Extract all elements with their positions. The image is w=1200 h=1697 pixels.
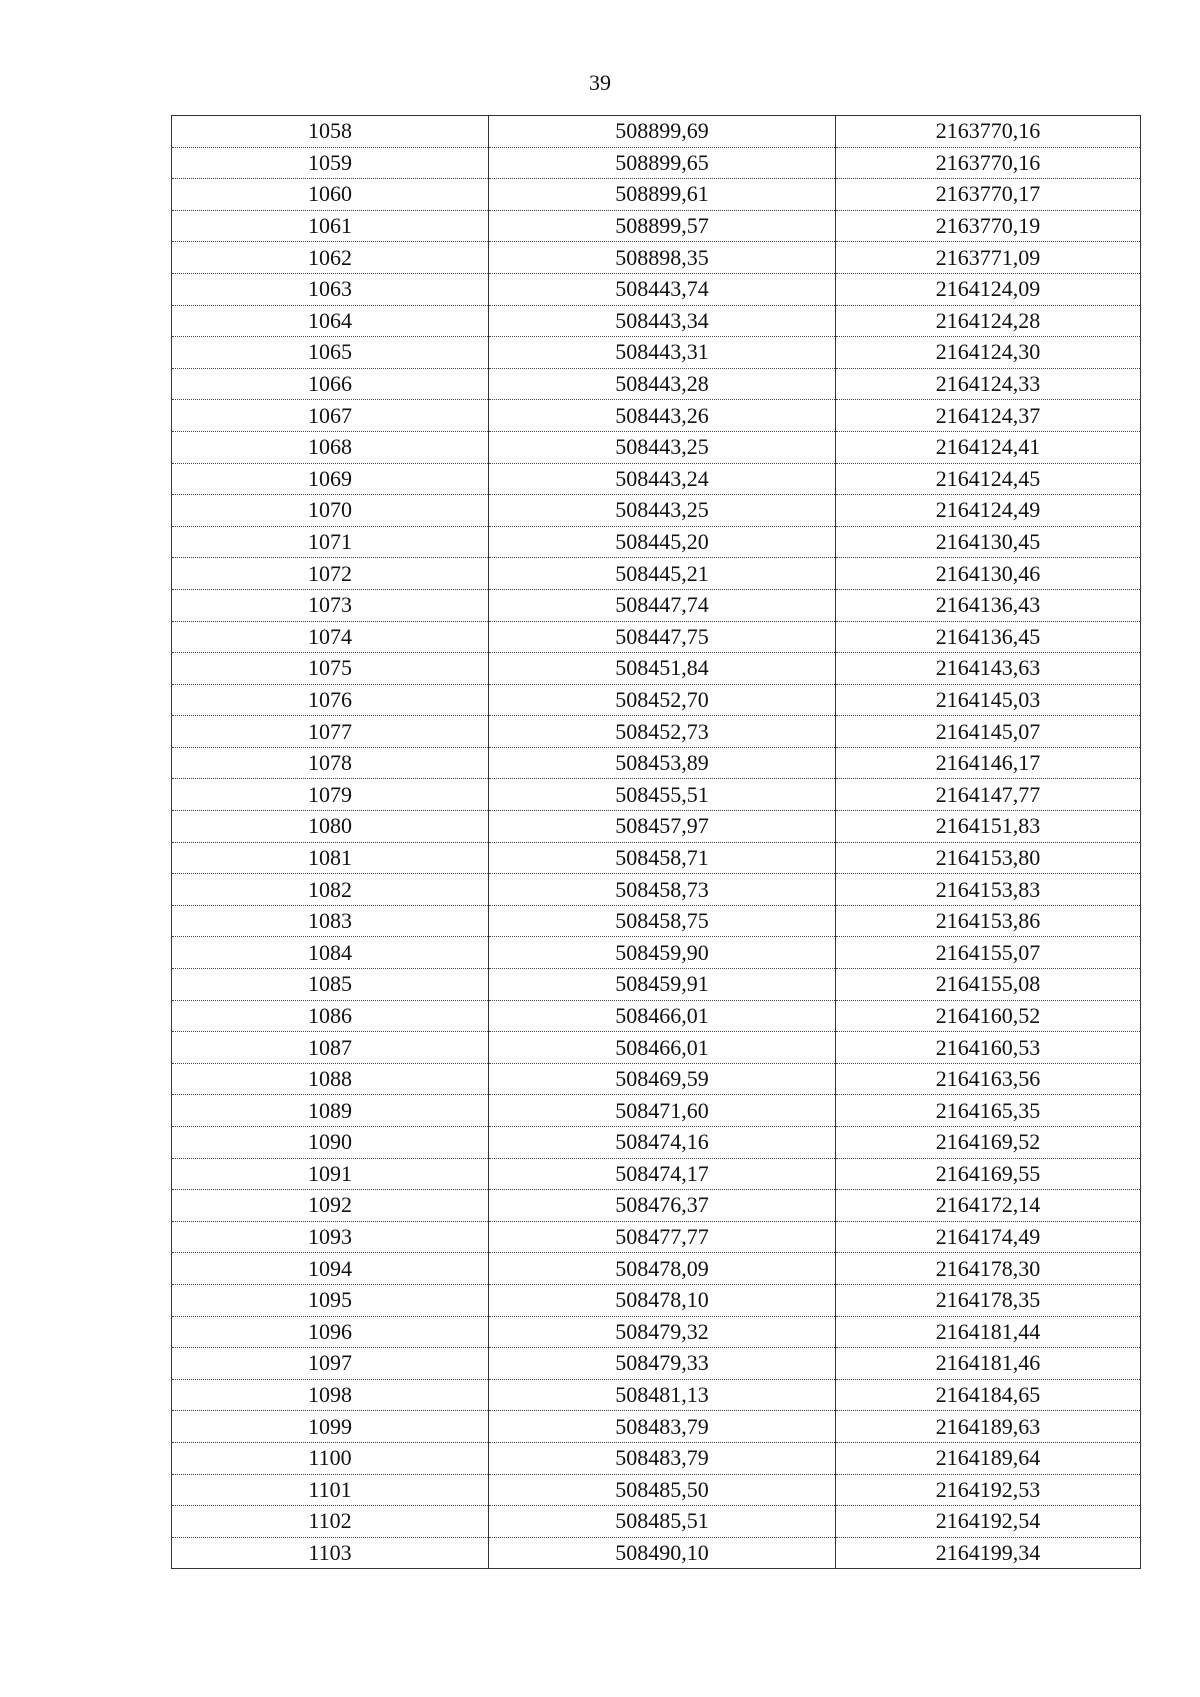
point-number-cell: 1089 — [172, 1095, 489, 1127]
point-number-cell: 1072 — [172, 558, 489, 590]
x-coordinate-cell: 508443,24 — [489, 463, 836, 495]
table-row — [172, 1158, 1141, 1190]
point-number-cell: 1060 — [172, 179, 489, 211]
point-number-cell: 1059 — [172, 147, 489, 179]
point-number-cell: 1062 — [172, 242, 489, 274]
table-row — [172, 937, 1141, 969]
x-coordinate-cell: 508485,51 — [489, 1506, 836, 1538]
x-coordinate-cell: 508483,79 — [489, 1442, 836, 1474]
x-coordinate-cell: 508478,10 — [489, 1284, 836, 1316]
y-coordinate-cell: 2164178,35 — [836, 1284, 1141, 1316]
point-number-cell: 1084 — [172, 937, 489, 969]
point-number-cell: 1099 — [172, 1411, 489, 1443]
point-number-cell: 1088 — [172, 1063, 489, 1095]
table-row — [172, 747, 1141, 779]
y-coordinate-cell: 2164181,44 — [836, 1316, 1141, 1348]
x-coordinate-cell: 508481,13 — [489, 1379, 836, 1411]
point-number-cell: 1102 — [172, 1506, 489, 1538]
y-coordinate-cell: 2164169,55 — [836, 1158, 1141, 1190]
x-coordinate-cell: 508899,57 — [489, 210, 836, 242]
point-number-cell: 1063 — [172, 273, 489, 305]
x-coordinate-cell: 508455,51 — [489, 779, 836, 811]
point-number-cell: 1094 — [172, 1253, 489, 1285]
point-number-cell: 1079 — [172, 779, 489, 811]
x-coordinate-cell: 508476,37 — [489, 1190, 836, 1222]
y-coordinate-cell: 2164155,07 — [836, 937, 1141, 969]
point-number-cell: 1073 — [172, 589, 489, 621]
table-row — [172, 589, 1141, 621]
y-coordinate-cell: 2164160,53 — [836, 1032, 1141, 1064]
table-row — [172, 463, 1141, 495]
point-number-cell: 1082 — [172, 874, 489, 906]
y-coordinate-cell: 2164124,33 — [836, 368, 1141, 400]
point-number-cell: 1080 — [172, 811, 489, 843]
point-number-cell: 1074 — [172, 621, 489, 653]
y-coordinate-cell: 2164124,30 — [836, 337, 1141, 369]
x-coordinate-cell: 508474,17 — [489, 1158, 836, 1190]
y-coordinate-cell: 2164192,53 — [836, 1474, 1141, 1506]
point-number-cell: 1066 — [172, 368, 489, 400]
point-number-cell: 1091 — [172, 1158, 489, 1190]
y-coordinate-cell: 2164124,41 — [836, 431, 1141, 463]
y-coordinate-cell: 2164147,77 — [836, 779, 1141, 811]
point-number-cell: 1095 — [172, 1284, 489, 1316]
y-coordinate-cell: 2163771,09 — [836, 242, 1141, 274]
point-number-cell: 1096 — [172, 1316, 489, 1348]
point-number-cell: 1090 — [172, 1127, 489, 1159]
x-coordinate-cell: 508443,26 — [489, 400, 836, 432]
coordinates-table-body — [172, 116, 1141, 1569]
x-coordinate-cell: 508445,20 — [489, 526, 836, 558]
point-number-cell: 1071 — [172, 526, 489, 558]
table-row — [172, 526, 1141, 558]
y-coordinate-cell: 2164124,28 — [836, 305, 1141, 337]
y-coordinate-cell: 2164124,49 — [836, 495, 1141, 527]
y-coordinate-cell: 2164181,46 — [836, 1348, 1141, 1380]
table-row — [172, 1537, 1141, 1569]
point-number-cell: 1081 — [172, 842, 489, 874]
x-coordinate-cell: 508459,91 — [489, 969, 836, 1001]
point-number-cell: 1083 — [172, 905, 489, 937]
y-coordinate-cell: 2164189,63 — [836, 1411, 1141, 1443]
table-row — [172, 1316, 1141, 1348]
x-coordinate-cell: 508898,35 — [489, 242, 836, 274]
table-row — [172, 1063, 1141, 1095]
table-row — [172, 1253, 1141, 1285]
point-number-cell: 1103 — [172, 1537, 489, 1569]
table-row — [172, 1127, 1141, 1159]
x-coordinate-cell: 508477,77 — [489, 1221, 836, 1253]
table-row — [172, 1348, 1141, 1380]
point-number-cell: 1078 — [172, 747, 489, 779]
table-row — [172, 147, 1141, 179]
table-row — [172, 905, 1141, 937]
table-row — [172, 779, 1141, 811]
x-coordinate-cell: 508479,32 — [489, 1316, 836, 1348]
x-coordinate-cell: 508443,34 — [489, 305, 836, 337]
table-row — [172, 1221, 1141, 1253]
y-coordinate-cell: 2164184,65 — [836, 1379, 1141, 1411]
y-coordinate-cell: 2164160,52 — [836, 1000, 1141, 1032]
x-coordinate-cell: 508457,97 — [489, 811, 836, 843]
x-coordinate-cell: 508458,73 — [489, 874, 836, 906]
point-number-cell: 1058 — [172, 116, 489, 148]
table-row — [172, 1442, 1141, 1474]
y-coordinate-cell: 2164153,80 — [836, 842, 1141, 874]
table-row — [172, 116, 1141, 148]
y-coordinate-cell: 2163770,16 — [836, 116, 1141, 148]
x-coordinate-cell: 508447,75 — [489, 621, 836, 653]
x-coordinate-cell: 508479,33 — [489, 1348, 836, 1380]
y-coordinate-cell: 2164151,83 — [836, 811, 1141, 843]
x-coordinate-cell: 508452,70 — [489, 684, 836, 716]
y-coordinate-cell: 2164153,83 — [836, 874, 1141, 906]
point-number-cell: 1075 — [172, 653, 489, 685]
point-number-cell: 1101 — [172, 1474, 489, 1506]
x-coordinate-cell: 508459,90 — [489, 937, 836, 969]
y-coordinate-cell: 2164146,17 — [836, 747, 1141, 779]
table-row — [172, 653, 1141, 685]
table-row — [172, 337, 1141, 369]
y-coordinate-cell: 2164124,45 — [836, 463, 1141, 495]
y-coordinate-cell: 2164145,03 — [836, 684, 1141, 716]
y-coordinate-cell: 2164130,46 — [836, 558, 1141, 590]
table-row — [172, 811, 1141, 843]
point-number-cell: 1061 — [172, 210, 489, 242]
table-row — [172, 874, 1141, 906]
x-coordinate-cell: 508478,09 — [489, 1253, 836, 1285]
x-coordinate-cell: 508466,01 — [489, 1032, 836, 1064]
x-coordinate-cell: 508471,60 — [489, 1095, 836, 1127]
x-coordinate-cell: 508466,01 — [489, 1000, 836, 1032]
x-coordinate-cell: 508458,75 — [489, 905, 836, 937]
x-coordinate-cell: 508453,89 — [489, 747, 836, 779]
y-coordinate-cell: 2164124,09 — [836, 273, 1141, 305]
table-row — [172, 969, 1141, 1001]
x-coordinate-cell: 508483,79 — [489, 1411, 836, 1443]
page-number: 39 — [589, 70, 611, 95]
x-coordinate-cell: 508451,84 — [489, 653, 836, 685]
y-coordinate-cell: 2163770,19 — [836, 210, 1141, 242]
table-row — [172, 1411, 1141, 1443]
x-coordinate-cell: 508445,21 — [489, 558, 836, 590]
y-coordinate-cell: 2164153,86 — [836, 905, 1141, 937]
point-number-cell: 1093 — [172, 1221, 489, 1253]
x-coordinate-cell: 508443,25 — [489, 431, 836, 463]
table-row — [172, 273, 1141, 305]
y-coordinate-cell: 2164169,52 — [836, 1127, 1141, 1159]
table-row — [172, 210, 1141, 242]
x-coordinate-cell: 508490,10 — [489, 1537, 836, 1569]
x-coordinate-cell: 508899,61 — [489, 179, 836, 211]
table-row — [172, 842, 1141, 874]
point-number-cell: 1097 — [172, 1348, 489, 1380]
table-row — [172, 1095, 1141, 1127]
point-number-cell: 1086 — [172, 1000, 489, 1032]
y-coordinate-cell: 2164174,49 — [836, 1221, 1141, 1253]
table-row — [172, 621, 1141, 653]
y-coordinate-cell: 2164189,64 — [836, 1442, 1141, 1474]
point-number-cell: 1070 — [172, 495, 489, 527]
x-coordinate-cell: 508485,50 — [489, 1474, 836, 1506]
point-number-cell: 1098 — [172, 1379, 489, 1411]
point-number-cell: 1067 — [172, 400, 489, 432]
table-row — [172, 305, 1141, 337]
point-number-cell: 1092 — [172, 1190, 489, 1222]
table-row — [172, 495, 1141, 527]
table-row — [172, 558, 1141, 590]
y-coordinate-cell: 2164155,08 — [836, 969, 1141, 1001]
y-coordinate-cell: 2164136,45 — [836, 621, 1141, 653]
y-coordinate-cell: 2164136,43 — [836, 589, 1141, 621]
table-row — [172, 1284, 1141, 1316]
point-number-cell: 1077 — [172, 716, 489, 748]
y-coordinate-cell: 2164143,63 — [836, 653, 1141, 685]
x-coordinate-cell: 508443,25 — [489, 495, 836, 527]
table-row — [172, 1032, 1141, 1064]
x-coordinate-cell: 508447,74 — [489, 589, 836, 621]
y-coordinate-cell: 2164165,35 — [836, 1095, 1141, 1127]
x-coordinate-cell: 508469,59 — [489, 1063, 836, 1095]
y-coordinate-cell: 2163770,16 — [836, 147, 1141, 179]
x-coordinate-cell: 508899,69 — [489, 116, 836, 148]
table-row — [172, 242, 1141, 274]
x-coordinate-cell: 508452,73 — [489, 716, 836, 748]
y-coordinate-cell: 2164192,54 — [836, 1506, 1141, 1538]
table-row — [172, 400, 1141, 432]
y-coordinate-cell: 2164178,30 — [836, 1253, 1141, 1285]
point-number-cell: 1069 — [172, 463, 489, 495]
x-coordinate-cell: 508474,16 — [489, 1127, 836, 1159]
y-coordinate-cell: 2164172,14 — [836, 1190, 1141, 1222]
y-coordinate-cell: 2164163,56 — [836, 1063, 1141, 1095]
point-number-cell: 1065 — [172, 337, 489, 369]
table-row — [172, 1506, 1141, 1538]
x-coordinate-cell: 508443,74 — [489, 273, 836, 305]
table-row — [172, 1474, 1141, 1506]
y-coordinate-cell: 2164124,37 — [836, 400, 1141, 432]
table-row — [172, 431, 1141, 463]
point-number-cell: 1085 — [172, 969, 489, 1001]
table-row — [172, 1000, 1141, 1032]
table-row — [172, 1379, 1141, 1411]
table-row — [172, 368, 1141, 400]
point-number-cell: 1076 — [172, 684, 489, 716]
y-coordinate-cell: 2164130,45 — [836, 526, 1141, 558]
table-row — [172, 179, 1141, 211]
point-number-cell: 1064 — [172, 305, 489, 337]
y-coordinate-cell: 2164145,07 — [836, 716, 1141, 748]
table-row — [172, 716, 1141, 748]
point-number-cell: 1100 — [172, 1442, 489, 1474]
x-coordinate-cell: 508458,71 — [489, 842, 836, 874]
x-coordinate-cell: 508443,31 — [489, 337, 836, 369]
point-number-cell: 1087 — [172, 1032, 489, 1064]
table-row — [172, 1190, 1141, 1222]
point-number-cell: 1068 — [172, 431, 489, 463]
y-coordinate-cell: 2163770,17 — [836, 179, 1141, 211]
x-coordinate-cell: 508443,28 — [489, 368, 836, 400]
y-coordinate-cell: 2164199,34 — [836, 1537, 1141, 1569]
table-row — [172, 684, 1141, 716]
x-coordinate-cell: 508899,65 — [489, 147, 836, 179]
coordinates-table — [171, 115, 1141, 1569]
